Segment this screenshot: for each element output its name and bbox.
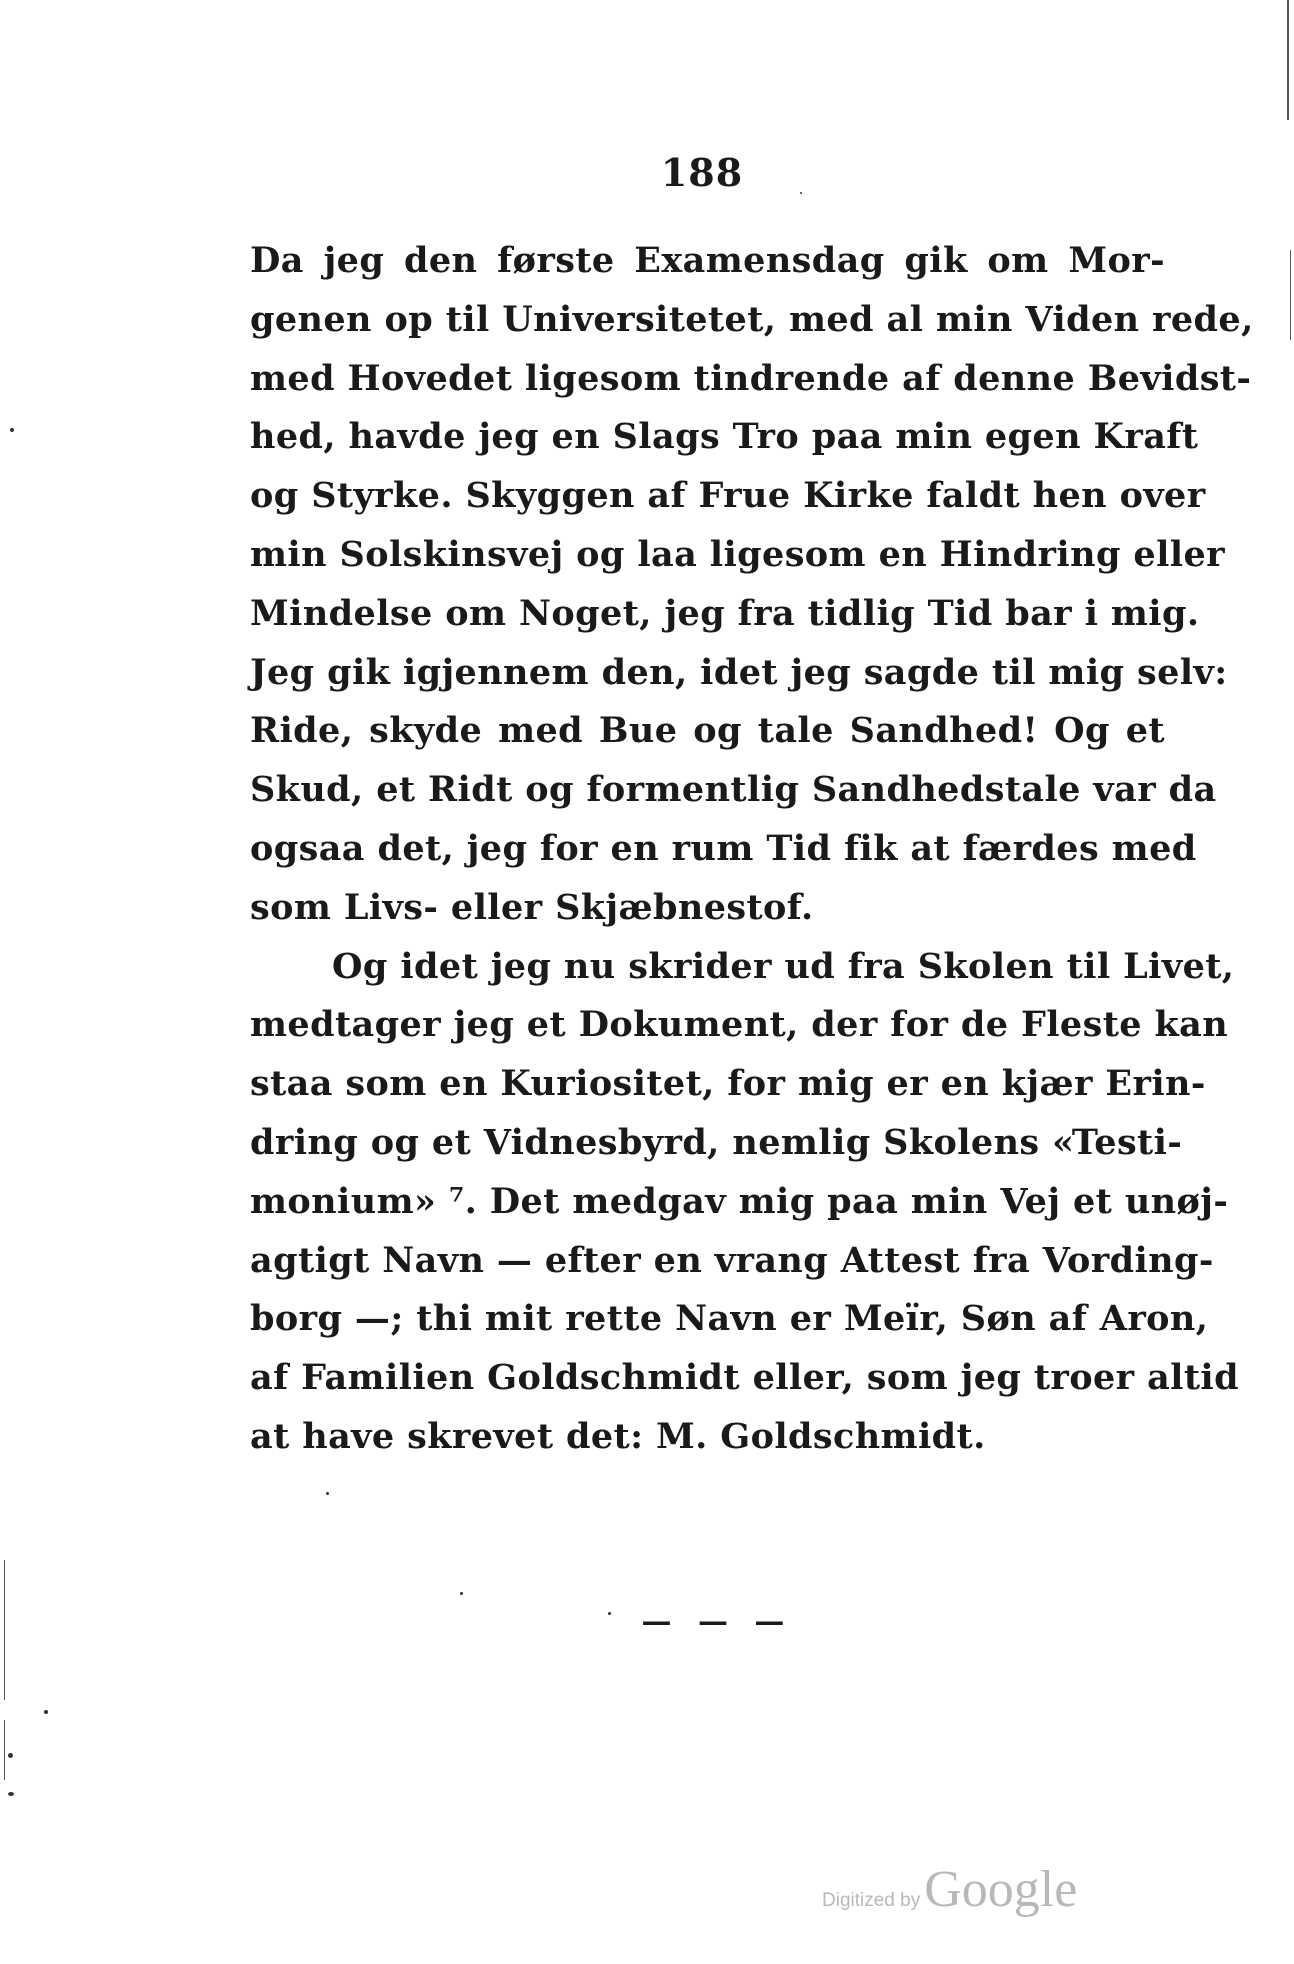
text-line: borg —; thi mit rette Navn er Meïr, Søn af Aron, bbox=[250, 1298, 1209, 1340]
scan-speck bbox=[800, 192, 802, 194]
text-line: genen op til Universitetet, med al min Viden rede, bbox=[250, 298, 1254, 340]
scan-speck bbox=[44, 1710, 48, 1714]
scan-edge-line bbox=[1287, 0, 1289, 120]
text-line: min Solskinsvej og laa ligesom en Hindring eller bbox=[250, 533, 1225, 575]
text-line: og Styrke. Skyggen af Frue Kirke faldt hen over bbox=[250, 475, 1206, 517]
scan-speck bbox=[460, 1592, 463, 1595]
text-line: Og idet jeg nu skrider ud fra Skolen til Livet, bbox=[332, 945, 1235, 987]
text-line: agtigt Navn — efter en vrang Attest fra Vording- bbox=[250, 1239, 1214, 1281]
scan-speck bbox=[608, 1612, 611, 1615]
text-line: som Livs- eller Skjæbnestof. bbox=[250, 886, 814, 928]
text-line: at have skrevet det: M. Goldschmidt. bbox=[250, 1415, 986, 1457]
text-line: medtager jeg et Dokument, der for de Fleste kan bbox=[250, 1004, 1229, 1046]
text-line: hed, havde jeg en Slags Tro paa min egen Kraft bbox=[250, 416, 1199, 458]
scan-speck bbox=[326, 1492, 329, 1495]
page-number: 188 bbox=[660, 150, 744, 195]
text-line: Da jeg den første Examensdag gik om Mor- bbox=[250, 240, 1165, 281]
text-line: Mindelse om Noget, jeg fra tidlig Tid bar i mig. bbox=[250, 592, 1200, 634]
digitized-watermark bbox=[822, 1860, 1077, 1919]
section-separator: — — — bbox=[641, 1604, 793, 1639]
text-line: monium» ⁷. Det medgav mig paa min Vej et unøj- bbox=[250, 1180, 1229, 1222]
text-line: Ride, skyde med Bue og tale Sandhed! Og et bbox=[250, 710, 1165, 752]
text-line: Jeg gik igjennem den, idet jeg sagde til mig selv: bbox=[250, 651, 1228, 693]
scan-speck bbox=[10, 428, 14, 432]
text-line: ogsaa det, jeg for en rum Tid fik at færdes med bbox=[250, 827, 1197, 869]
scan-edge-line bbox=[4, 1560, 5, 1700]
text-line: Skud, et Ridt og formentlig Sandhedstale var da bbox=[250, 769, 1217, 811]
scan-edge-line bbox=[4, 1720, 5, 1780]
text-line: staa som en Kuriositet, for mig er en kjær Erin- bbox=[250, 1063, 1206, 1105]
text-line: med Hovedet ligesom tindrende af denne Bevidst- bbox=[250, 357, 1252, 399]
scan-edge-line bbox=[1290, 250, 1291, 340]
scan-speck bbox=[8, 1792, 14, 1796]
watermark-logo: Google bbox=[924, 1861, 1078, 1918]
body-text bbox=[250, 232, 1254, 1467]
scan-speck bbox=[8, 1753, 13, 1758]
text-line: af Familien Goldschmidt eller, som jeg troer altid bbox=[250, 1357, 1239, 1399]
text-line: dring og et Vidnesbyrd, nemlig Skolens «Testi- bbox=[250, 1121, 1183, 1163]
watermark-prefix: Digitized by bbox=[822, 1890, 921, 1911]
